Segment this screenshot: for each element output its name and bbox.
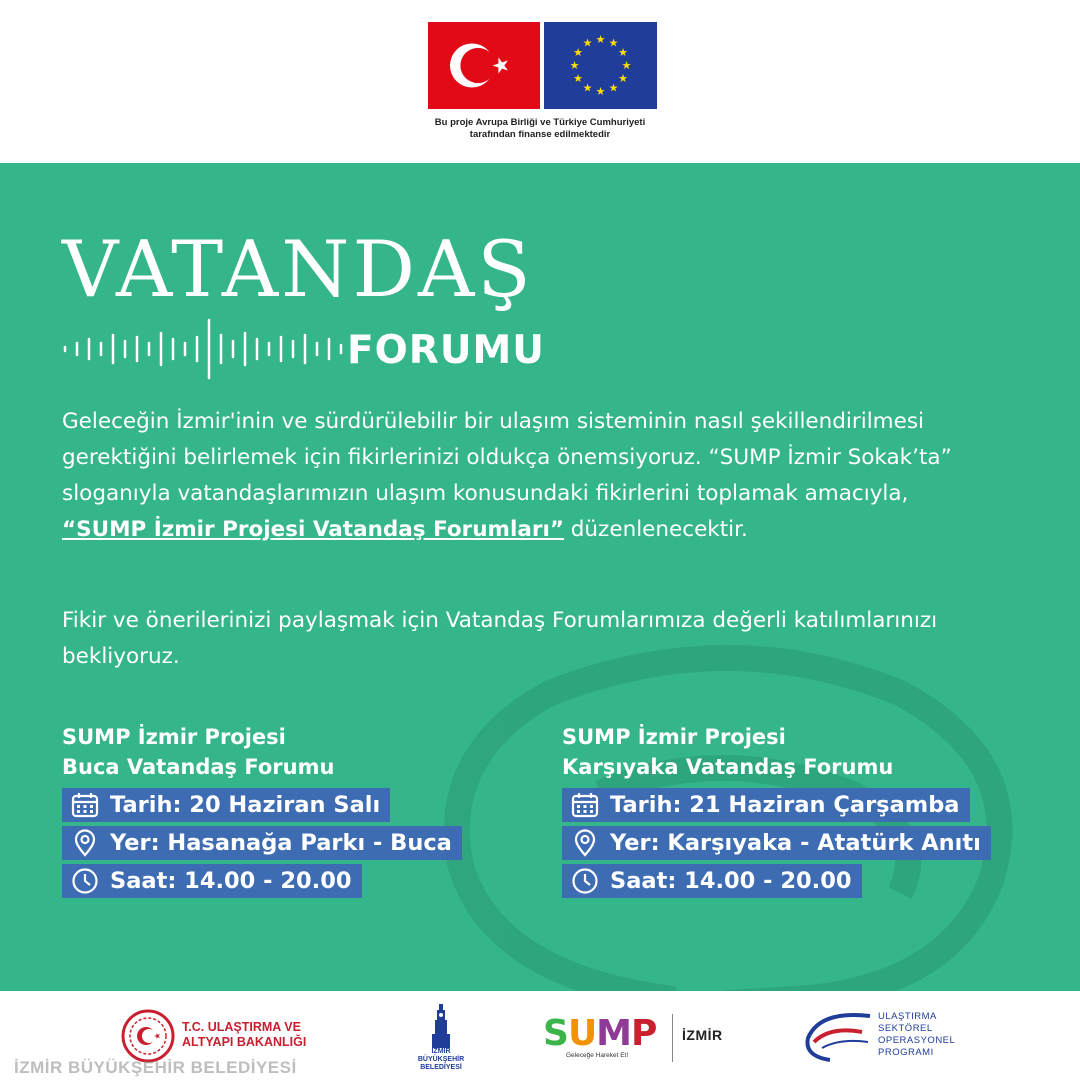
calendar-icon bbox=[570, 791, 600, 819]
watermark: İZMİR BÜYÜKŞEHİR BELEDİYESİ bbox=[14, 1058, 297, 1077]
svg-text:★: ★ bbox=[618, 46, 628, 59]
invitation-paragraph: Fikir ve önerilerinizi paylaşmak için Vatandaş Forumlarımıza değerli katılımlarınızı bekliyoruz. bbox=[62, 608, 938, 669]
intro-paragraph bbox=[62, 404, 1002, 548]
funding-line-1: Bu proje Avrupa Birliği ve Türkiye Cumhuriyeti bbox=[434, 117, 646, 128]
turkey-flag-icon bbox=[428, 22, 540, 109]
event-title-line-1: SUMP İzmir Projesi bbox=[562, 725, 786, 749]
ibb-line-3: BELEDİYESİ bbox=[420, 1064, 462, 1071]
svg-text:★: ★ bbox=[595, 85, 606, 98]
clock-tower-icon bbox=[430, 1002, 452, 1048]
event-place bbox=[62, 826, 462, 860]
svg-text:★: ★ bbox=[573, 46, 583, 59]
event-place bbox=[562, 826, 991, 860]
svg-text:★: ★ bbox=[573, 72, 583, 85]
event-date-text: Tarih: 20 Haziran Salı bbox=[110, 792, 381, 818]
event-place-text: Yer: Hasanağa Parkı - Buca bbox=[110, 830, 452, 856]
ibb-line-2: BÜYÜKŞEHİR bbox=[417, 1056, 465, 1063]
intro-text: Geleceğin İzmir'inin ve sürdürülebilir bir ulaşım sisteminin nasıl şekillendirilmesi gerektiğini belirlemek için fikirlerinizi oldukça önemsiyoruz. “SUMP İzmir Sokak’ta” sloganıyla vatandaşlarımızın ulaşım konusundaki fikirlerini toplamak amacıyla, bbox=[62, 409, 952, 506]
eu-flag-icon bbox=[544, 22, 657, 109]
ministry-name bbox=[182, 1020, 306, 1050]
clock-icon bbox=[570, 867, 600, 895]
event-place-text: Yer: Karşıyaka - Atatürk Anıtı bbox=[610, 830, 981, 856]
funding-notice bbox=[400, 117, 680, 141]
event-buca bbox=[62, 722, 462, 898]
event-karsiyaka bbox=[562, 722, 991, 898]
event-date bbox=[562, 788, 970, 822]
sump-tagline: Geleceğe Hareket Et! bbox=[566, 1052, 629, 1059]
event-time-text: Saat: 14.00 - 20.00 bbox=[610, 868, 852, 894]
usop-line-3: OPERASYONEL bbox=[878, 1035, 956, 1046]
sump-logo: SUMP bbox=[543, 1013, 657, 1054]
forum-series-name: “SUMP İzmir Projesi Vatandaş Forumları” bbox=[62, 517, 564, 542]
ministry-line-2: ALTYAPI BAKANLIĞI bbox=[182, 1035, 307, 1049]
svg-text:★: ★ bbox=[582, 36, 593, 50]
funding-line-2: tarafından finanse edilmektedir bbox=[469, 129, 611, 140]
calendar-icon bbox=[70, 791, 100, 819]
ibb-line-1: İZMİR bbox=[431, 1048, 451, 1055]
usop-line-1: ULAŞTIRMA bbox=[878, 1011, 937, 1022]
location-pin-icon bbox=[70, 829, 100, 857]
clock-icon bbox=[70, 867, 100, 895]
event-date-text: Tarih: 21 Haziran Çarşamba bbox=[610, 792, 960, 818]
transport-program-name bbox=[878, 1011, 955, 1059]
svg-text:★: ★ bbox=[621, 59, 632, 72]
intro-text-end: düzenlenecektir. bbox=[563, 517, 748, 542]
sound-wave-icon bbox=[62, 318, 347, 380]
svg-text:★: ★ bbox=[608, 81, 619, 95]
location-pin-icon bbox=[570, 829, 600, 857]
event-time-text: Saat: 14.00 - 20.00 bbox=[110, 868, 352, 894]
logo-divider bbox=[672, 1014, 673, 1062]
event-date bbox=[62, 788, 390, 822]
svg-text:★: ★ bbox=[618, 72, 628, 85]
usop-line-4: PROGRAMI bbox=[878, 1047, 934, 1058]
forum-subtitle: FORUMU bbox=[347, 328, 545, 373]
svg-text:★: ★ bbox=[608, 36, 619, 50]
svg-text:★: ★ bbox=[582, 81, 593, 95]
ibb-name bbox=[414, 1048, 468, 1072]
usop-line-2: SEKTÖREL bbox=[878, 1023, 933, 1034]
svg-text:★: ★ bbox=[595, 33, 606, 46]
event-time bbox=[62, 864, 362, 898]
izmir-label: İZMİR bbox=[682, 1027, 723, 1043]
event-title-line-1: SUMP İzmir Projesi bbox=[62, 725, 286, 749]
transport-program-logo-icon bbox=[800, 1008, 876, 1064]
forum-title: VATANDAŞ bbox=[62, 225, 534, 315]
event-time bbox=[562, 864, 862, 898]
svg-text:★: ★ bbox=[569, 59, 580, 72]
event-title-line-2: Karşıyaka Vatandaş Forumu bbox=[562, 755, 894, 779]
event-title-line-2: Buca Vatandaş Forumu bbox=[62, 755, 335, 779]
ministry-emblem-icon bbox=[120, 1008, 176, 1064]
ministry-line-1: T.C. ULAŞTIRMA VE bbox=[182, 1020, 301, 1034]
